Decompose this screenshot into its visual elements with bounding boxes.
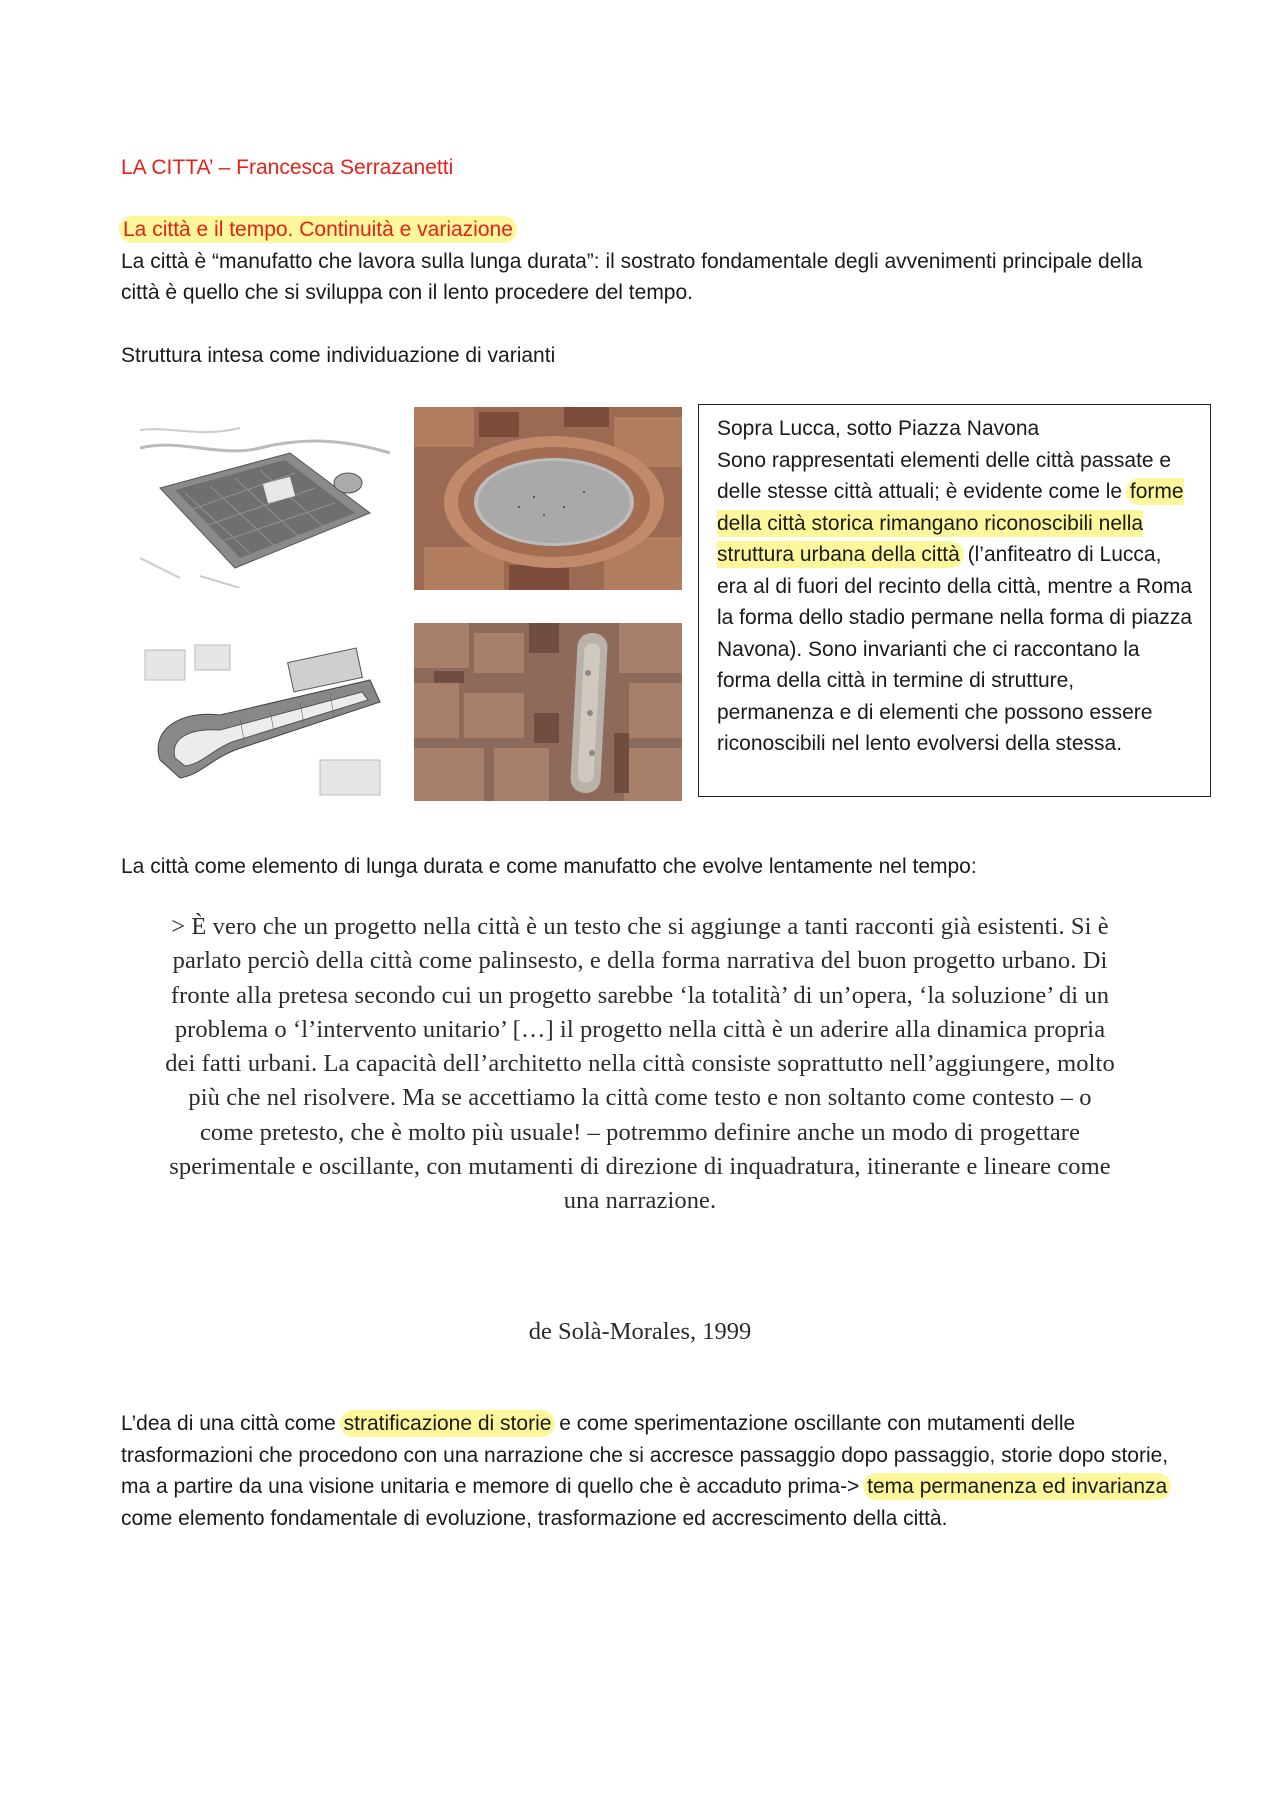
lucca-aerial-photo — [414, 407, 682, 590]
caption-line1: Sopra Lucca, sotto Piazza Navona — [717, 417, 1040, 440]
final-text-1: L’dea di una città come — [121, 1412, 342, 1435]
section-heading — [121, 214, 515, 245]
final-highlight-2: tema permanenza ed invarianza — [867, 1475, 1168, 1498]
caption-text-a: Sono rappresentati elementi delle città passate e delle stesse città attuali; è evidente come le — [717, 448, 1172, 503]
sola-morales-quote: > È vero che un progetto nella città è un testo che si aggiunge a tanti racconti già esistenti. Si è parlato perciò della città come palinsesto, e della forma narrativa del buon progetto urbano. Di fronte alla pretesa secondo cui un progetto sarebbe ‘la totalità’ di un’opera, ‘la soluzione’ di un problema o ‘l’intervento unitario’ […] il progetto nella città è un aderire alla dinamica propria dei fatti urbani. La capacità dell’architetto nella città consiste soprattutto nell’aggiungere, molto più che nel risolvere. Ma se accettiamo la città come testo e non soltanto come contesto – o come pretesto, che è molto più usuale! – potremmo definire anche un modo di progettare sperimentale e oscillante, con mutamenti di direzione di inquadratura, itinerante e lineare come una narrazione. — [165, 913, 1115, 1215]
stadium-domitian-drawing — [140, 640, 390, 800]
intro-paragraph: La città è “manufatto che lavora sulla lunga durata”: il sostrato fondamentale degli avvenimenti principale della città è quello che si sviluppa con il lento procedere del tempo. — [121, 250, 1143, 304]
caption-text-b: (l’anfiteatro di Lucca, era al di fuori del recinto della città, mentre a Roma la forma dello stadio permane nella forma di piazza Navona). Sono invarianti che ci raccontano la forma della città in termine di strutture, permanenza e di elementi che possono essere riconoscibili nel lento evolversi della stessa. — [717, 543, 1193, 755]
structure-line: Struttura intesa come individuazione di varianti — [121, 344, 556, 367]
lunga-durata-line: La città come elemento di lunga durata e come manufatto che evolve lentamente nel tempo: — [121, 855, 977, 878]
final-paragraph — [121, 1408, 1181, 1534]
caption-body — [717, 445, 1196, 760]
quote-author: de Solà-Morales, 1999 — [528, 1318, 752, 1345]
final-text-3: come elemento fondamentale di evoluzione, trasformazione ed accrescimento della città. — [121, 1506, 948, 1530]
section-heading-highlight: La città e il tempo. Continuità e variazione — [123, 218, 513, 241]
final-highlight-1: stratificazione di storie — [343, 1412, 552, 1435]
caption-highlight: forme della città storica rimangano riconoscibili nella struttura urbana della città — [717, 480, 1184, 566]
piazza-navona-aerial — [414, 623, 682, 801]
final-text-2: e come sperimentazione oscillante con mutamenti delle trasformazioni che procedono con una narrazione che si accresce passaggio dopo passaggio, storie dopo storie, ma a partire da una visione unitaria e memore di quello che è accaduto prima-> — [121, 1412, 1169, 1498]
document-title: LA CITTA’ – Francesca Serrazanetti — [121, 156, 454, 179]
image-caption-box — [698, 404, 1211, 797]
lucca-historical-drawing — [140, 418, 390, 588]
